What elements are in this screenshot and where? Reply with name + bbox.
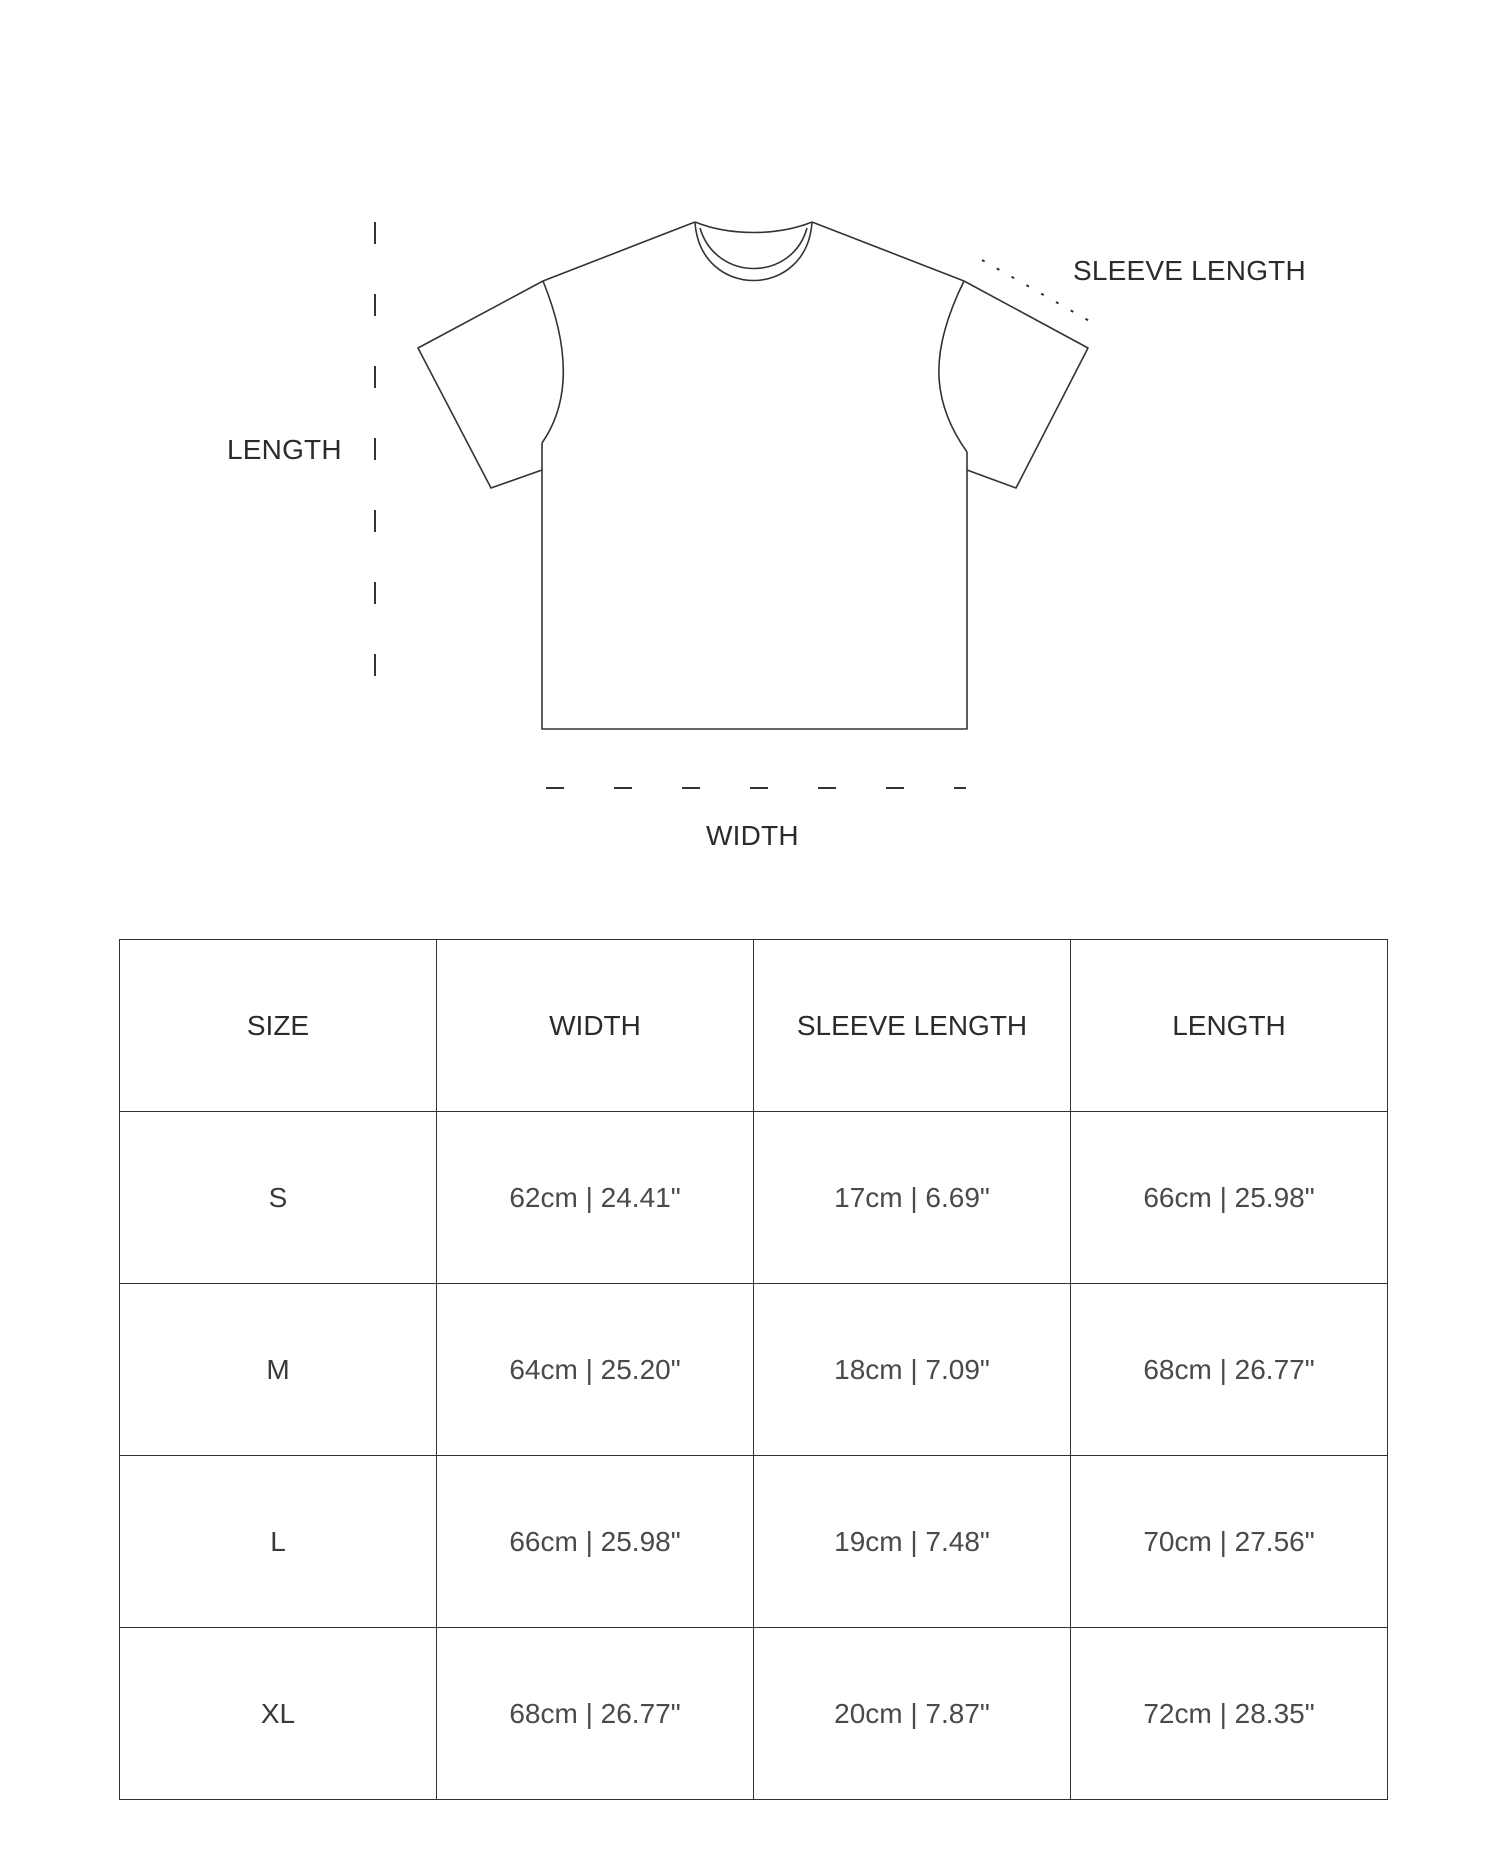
tshirt-outline [418,222,1088,729]
width-cell: 64cm | 25.20" [437,1284,754,1456]
tshirt-drawing [0,0,1500,900]
table-header-row [120,940,1388,1112]
table-row [120,1284,1388,1456]
collar-rib [700,228,807,269]
collar-inner [695,222,812,233]
width-cell: 68cm | 26.77" [437,1628,754,1800]
table-row [120,1456,1388,1628]
right-armhole [939,281,967,452]
length-cell: 72cm | 28.35" [1071,1628,1388,1800]
length-label: LENGTH [227,434,342,465]
table-row [120,1112,1388,1284]
size-cell: XL [120,1628,437,1800]
header-sleeve-length: SLEEVE LENGTH [754,940,1071,1112]
body [542,443,967,729]
tshirt-diagram [0,0,1500,900]
sleeve-length-cell: 19cm | 7.48" [754,1456,1071,1628]
right-sleeve [964,281,1088,488]
size-cell: S [120,1112,437,1284]
left-armhole [542,281,563,443]
header-length: LENGTH [1071,940,1388,1112]
size-cell: L [120,1456,437,1628]
sleeve-length-cell: 18cm | 7.09" [754,1284,1071,1456]
header-width: WIDTH [437,940,754,1112]
table-row [120,1628,1388,1800]
size-cell: M [120,1284,437,1456]
sleeve-length-cell: 17cm | 6.69" [754,1112,1071,1284]
width-label: WIDTH [706,820,799,851]
right-shoulder [812,222,964,281]
length-cell: 66cm | 25.98" [1071,1112,1388,1284]
sleeve-length-cell: 20cm | 7.87" [754,1628,1071,1800]
header-size: SIZE [120,940,437,1112]
left-sleeve [418,281,543,488]
left-shoulder [543,222,695,281]
length-cell: 70cm | 27.56" [1071,1456,1388,1628]
width-cell: 66cm | 25.98" [437,1456,754,1628]
size-chart-table [119,939,1388,1800]
length-cell: 68cm | 26.77" [1071,1284,1388,1456]
sleeve-length-label: SLEEVE LENGTH [1073,255,1306,286]
width-cell: 62cm | 24.41" [437,1112,754,1284]
